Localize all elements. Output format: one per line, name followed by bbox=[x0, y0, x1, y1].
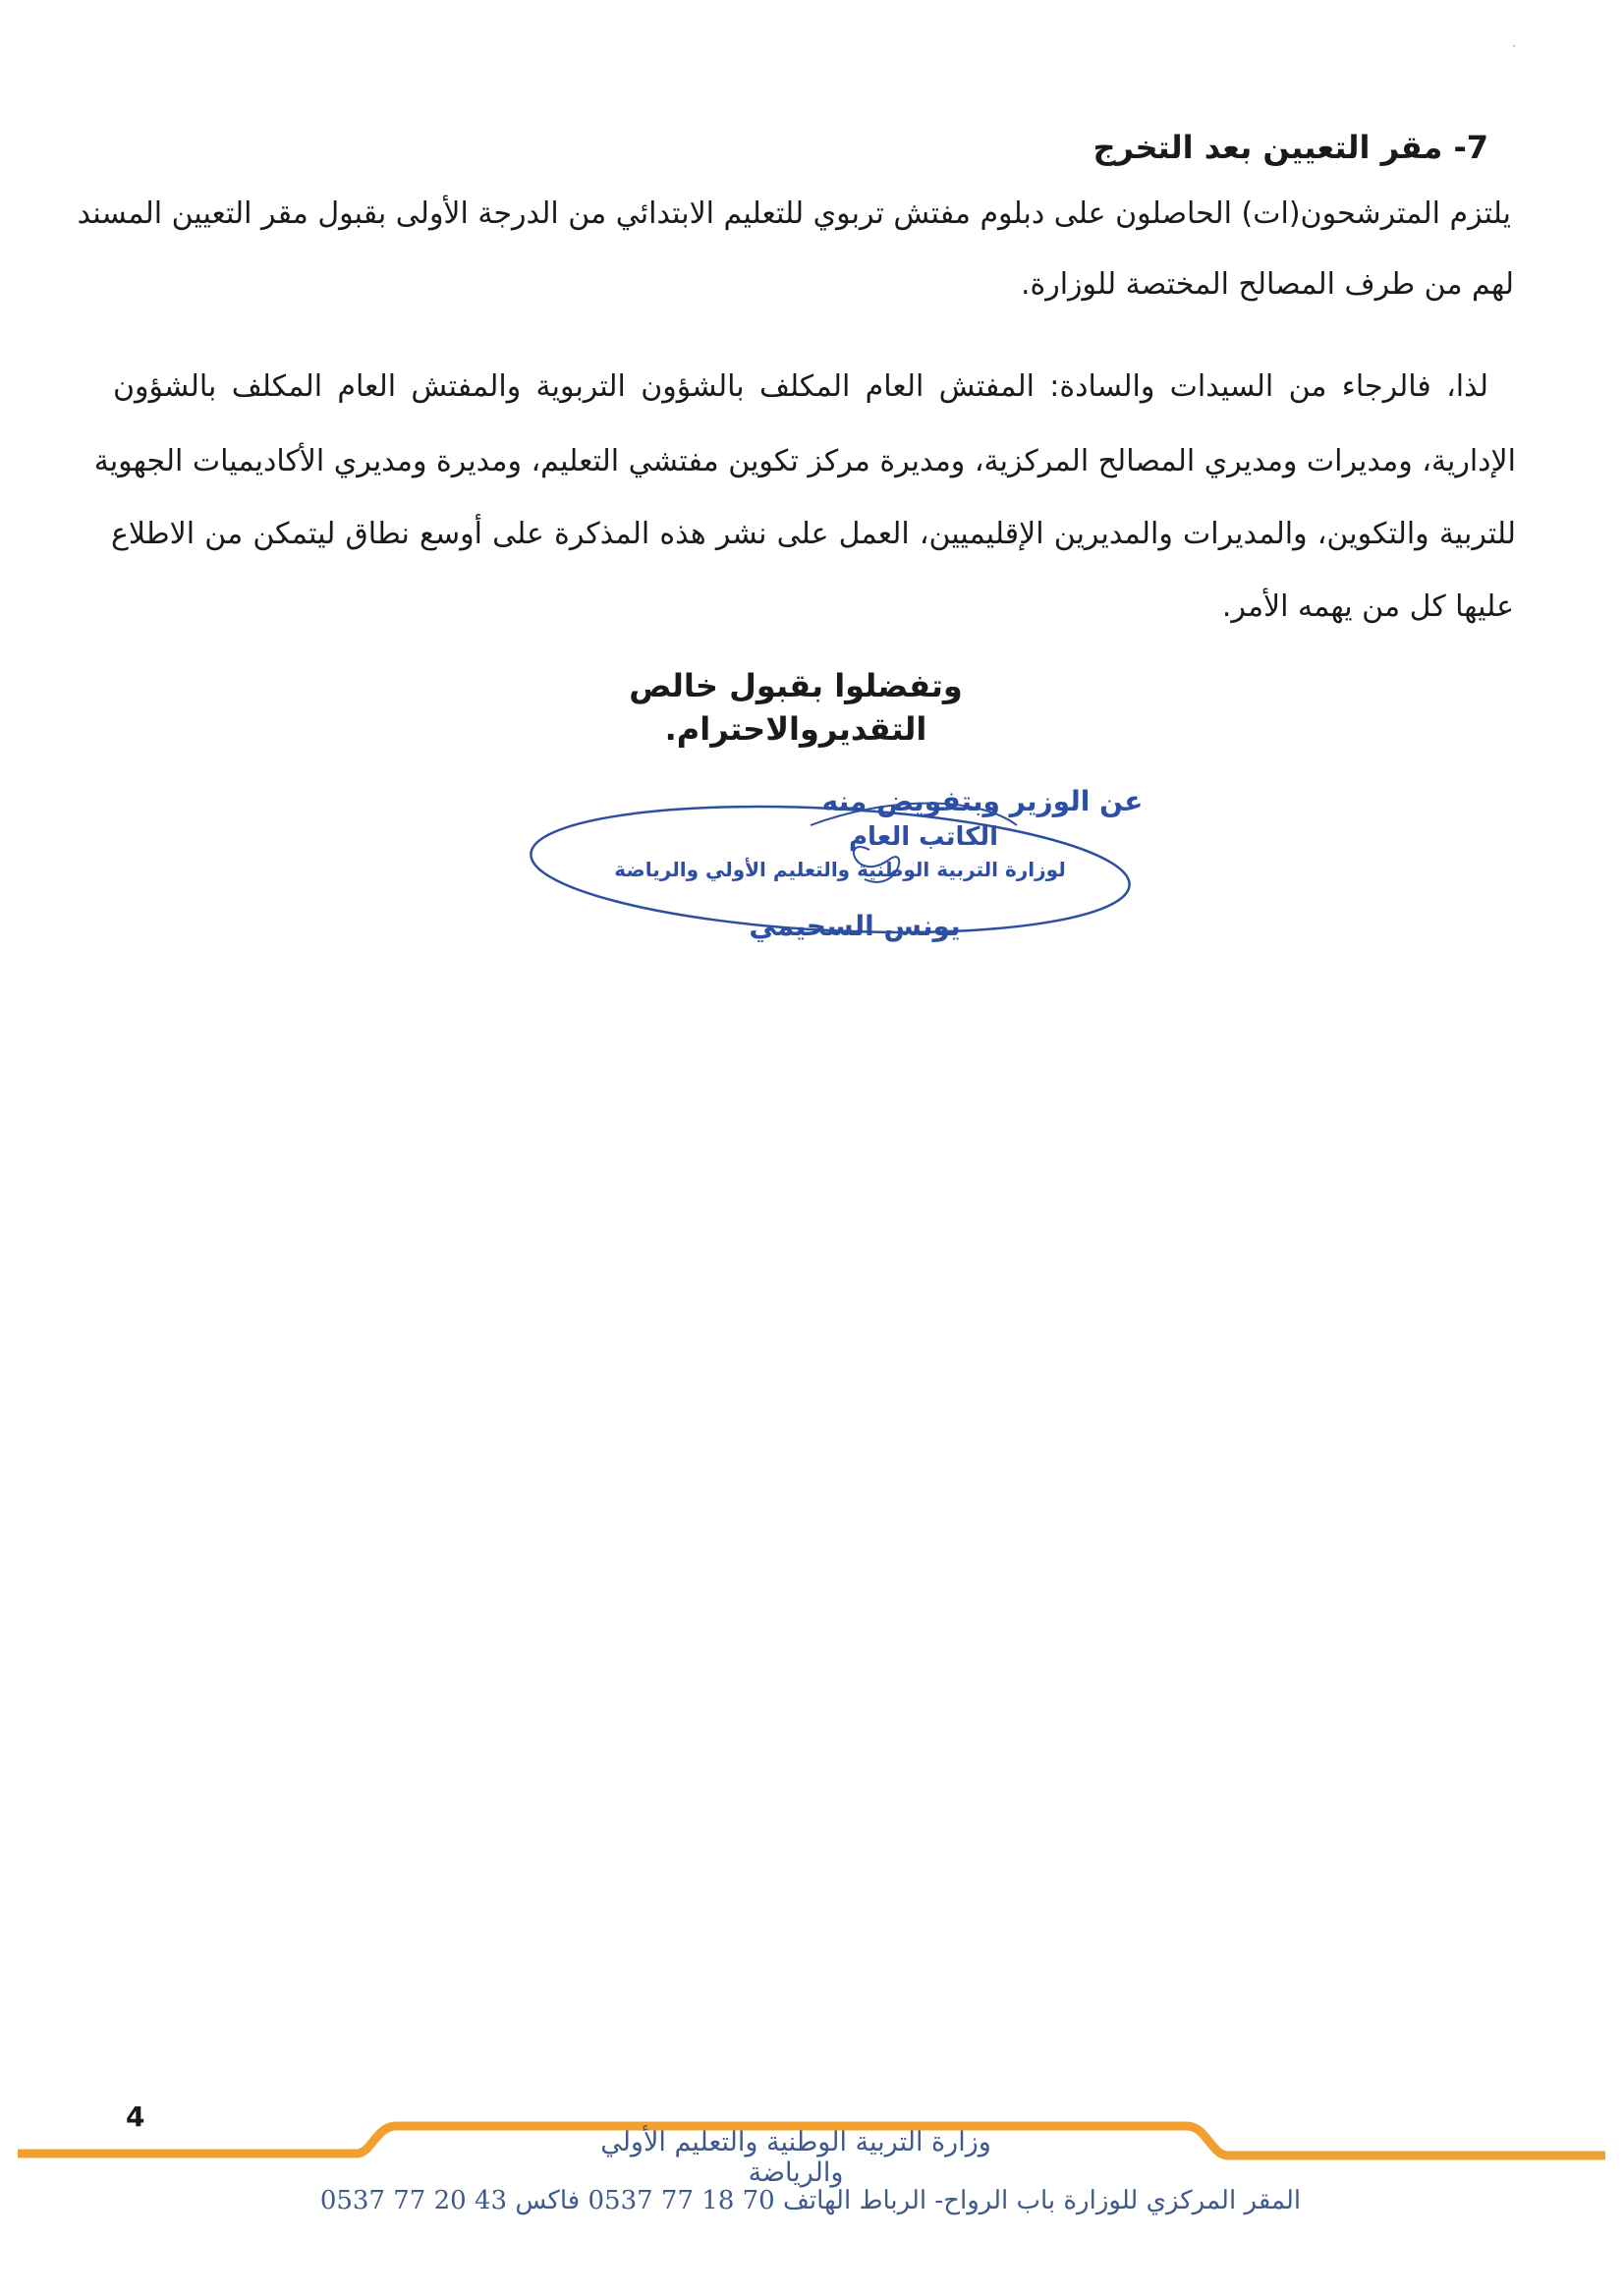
stamp-graphic bbox=[516, 766, 1145, 982]
paragraph2-line1: لذا، فالرجاء من السيدات والسادة: المفتش العام المكلف بالشؤون التربوية والمفتش العام المكلف بالشؤون bbox=[113, 369, 1488, 404]
paragraph2-line3: للتربية والتكوين، والمديرات والمديرين الإقليميين، العمل على نشر هذه المذكرة على أوسع نطاق ليتمكن من الاطلاع bbox=[111, 517, 1516, 551]
footer-ministry-name: وزارة التربية الوطنية والتعليم الأولي والرياضة bbox=[600, 2127, 991, 2188]
paragraph1-line1: يلتزم المترشحون(ات) الحاصلون على دبلوم مفتش تربوي للتعليم الابتدائي من الدرجة الأولى بقبول مقر التعيين المسند bbox=[77, 196, 1511, 231]
section-heading: 7- مقر التعيين بعد التخرج bbox=[1092, 129, 1488, 166]
official-stamp bbox=[516, 766, 1145, 982]
stamp-line1: عن الوزير وبتفويض منه bbox=[821, 785, 1144, 817]
closing-salutation: وتفضلوا بقبول خالص التقديروالاحترام. bbox=[629, 667, 963, 748]
paragraph1-line2: لهم من طرف المصالح المختصة للوزارة. bbox=[1020, 267, 1514, 302]
footer-address: المقر المركزي للوزارة باب الرواح- الرباط الهاتف 70 18 77 0537 فاكس 43 20 77 0537 bbox=[319, 2186, 1302, 2215]
paragraph2-line2: الإدارية، ومديرات ومديري المصالح المركزية، ومديرة مركز تكوين مفتشي التعليم، ومديرة ومديري الأكاديميات الجهوية bbox=[93, 444, 1516, 478]
stamp-line4: يونس السحيمي bbox=[749, 910, 961, 942]
page-number: 4 bbox=[126, 2100, 145, 2133]
stamp-line2: الكاتب العام bbox=[848, 822, 999, 852]
paragraph2-line4: عليها كل من يهمه الأمر. bbox=[1221, 589, 1514, 624]
scan-mark: · bbox=[1512, 39, 1516, 53]
stamp-line3: لوزارة التربية الوطنية والتعليم الأولي والرياضة bbox=[614, 858, 1066, 881]
